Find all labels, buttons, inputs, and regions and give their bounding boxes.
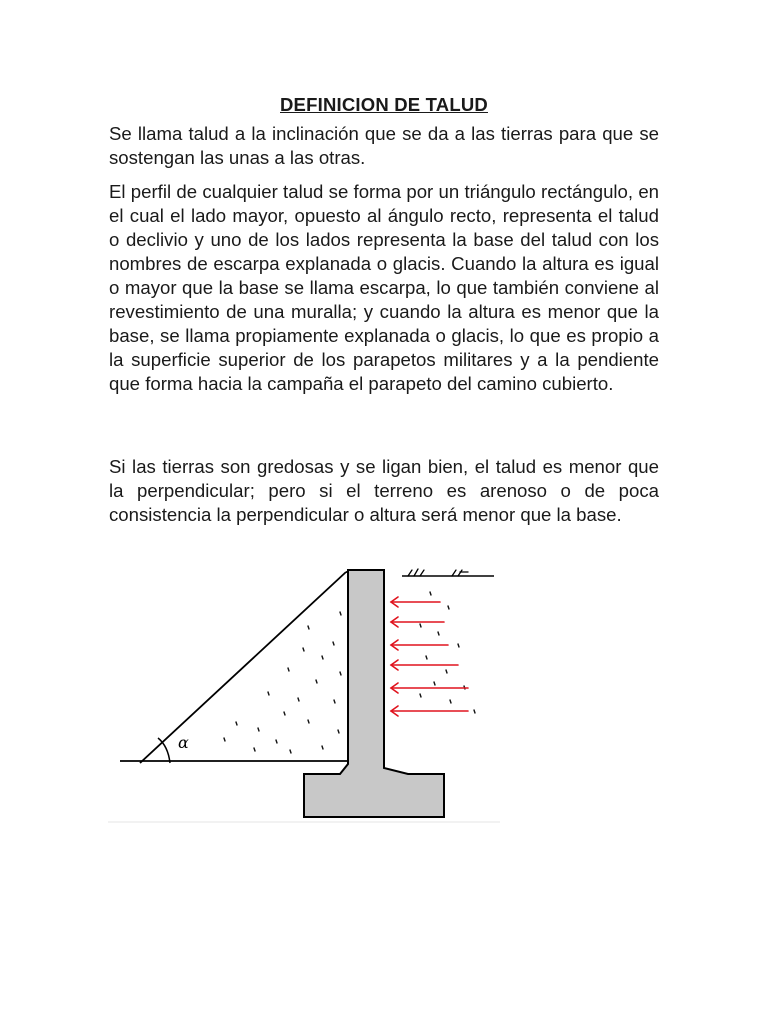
slope-hypotenuse bbox=[140, 572, 346, 763]
pressure-arrow bbox=[391, 617, 444, 627]
pressure-arrow bbox=[391, 597, 440, 607]
backfill-ground bbox=[402, 569, 494, 713]
grass-tufts bbox=[408, 569, 468, 576]
fill-speckles bbox=[224, 612, 341, 753]
paragraph-definition: Se llama talud a la inclinación que se da a las tierras para que se sostengan las unas a las otras. bbox=[109, 123, 659, 168]
paragraph-profile: El perfil de cualquier talud se forma por un triángulo rectángulo, en el cual el lado mayor, opuesto al ángulo recto, representa el talud o declivio y uno de los lados representa la base del talud con los nombres de escarpa explanada o glacis. Cuando la altura es igual o mayor que la base se llama escarpa, lo que también conviene al revestimiento de una muralla; y cuando la altura es menor que la base, se llama propiamente explanada o glacis, lo que es propio a la superficie superior de los parapetos militares y a la pendiente que forma hacia la campaña el parapeto del camino cubierto. bbox=[109, 181, 659, 394]
angle-label: α bbox=[178, 733, 189, 752]
pressure-arrow bbox=[391, 706, 468, 716]
retaining-wall-diagram bbox=[108, 560, 508, 830]
retaining-wall bbox=[304, 570, 444, 817]
paragraph-soil-types: Si las tierras son gredosas y se ligan bien, el talud es menor que la perpendicular; pero si el terreno es arenoso o de poca consistencia la perpendicular o altura será menor que la base. bbox=[109, 456, 659, 525]
pressure-arrow bbox=[391, 640, 448, 650]
pressure-arrow bbox=[391, 683, 468, 693]
page-title: DEFINICION DE TALUD bbox=[280, 94, 488, 115]
pressure-arrow bbox=[391, 660, 458, 670]
slope-triangle bbox=[120, 572, 348, 763]
backfill-speckles bbox=[420, 592, 475, 713]
earth-pressure-arrows bbox=[391, 597, 468, 716]
